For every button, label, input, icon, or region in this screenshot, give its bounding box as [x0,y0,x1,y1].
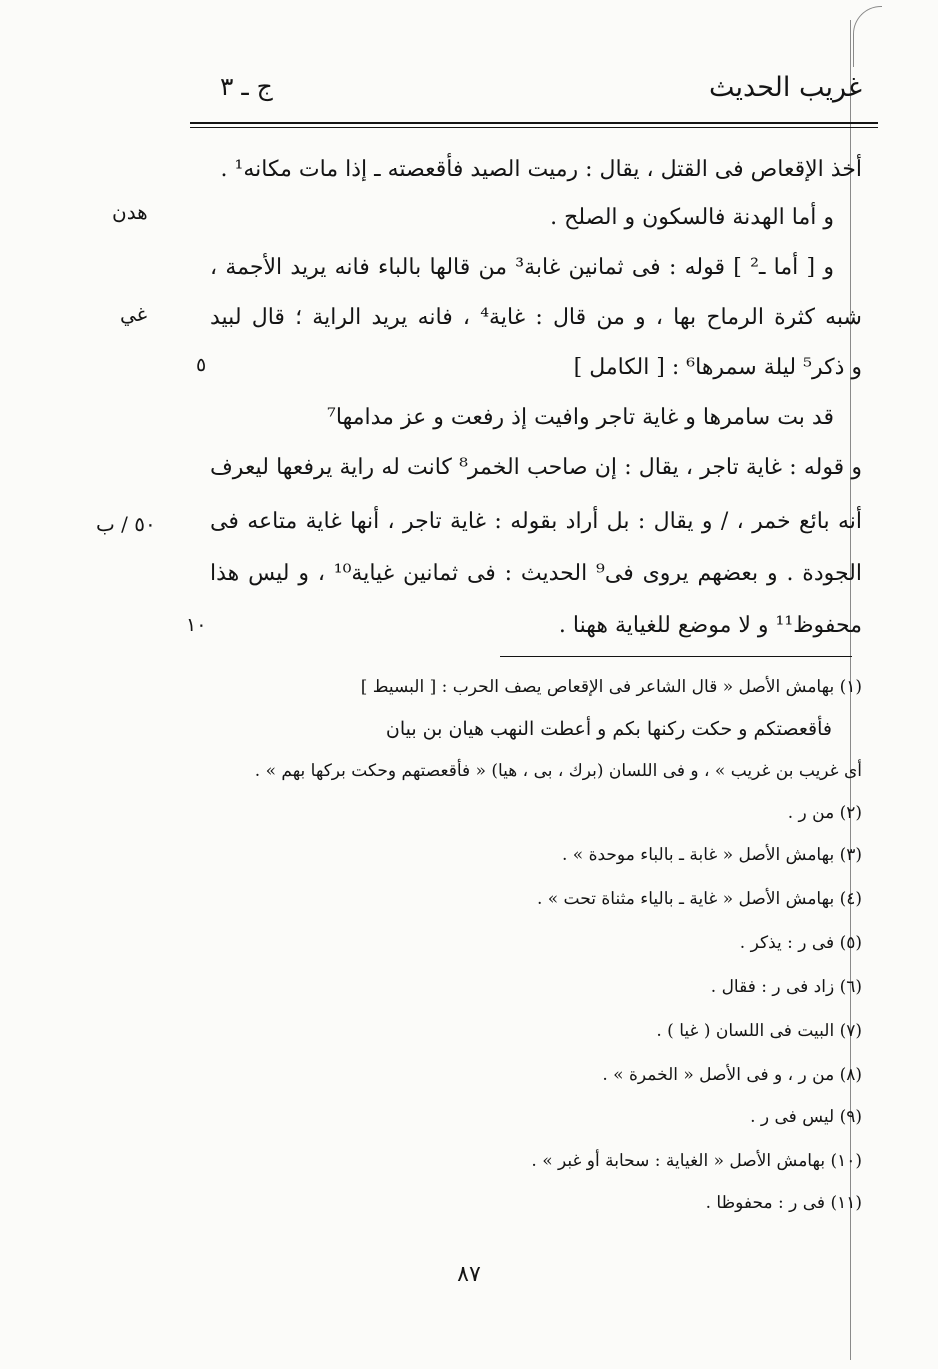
footnote-separator [500,656,852,657]
line-number-10: ١٠ [186,614,207,636]
running-header [200,72,862,116]
text-line: و قوله : غاية تاجر ، يقال : إن صاحب الخمر⁸ كانت له راية يرفعها ليعرف [210,455,863,480]
footnote: أى غريب بن غريب » ، و فى اللسان (برك ، بى ، هيا) « فأقعصتهم وحكت بركها بهم » . [254,761,862,781]
header-rule [190,122,878,124]
footnote: (١) بهامش الأصل « قال الشاعر فى الإقعاص يصف الحرب : [ البسيط ] [360,677,862,697]
margin-note-hadn: هدن [112,200,148,224]
volume-label: ج ـ ٣ [220,72,273,101]
margin-folio-reference: ٥٠ / ب [96,512,156,536]
book-title: غريب الحديث [709,72,862,103]
footnote: (٥) فى ر : يذكر . [739,933,862,953]
margin-note-ghy: غي [120,302,148,326]
text-line: أنه بائع خمر ، / و يقال : بل أراد بقوله : غاية تاجر ، أنها غاية متاعه فى [210,509,862,534]
footnote: (٩) ليس فى ر . [750,1107,862,1127]
page-corner-curve [853,6,882,67]
text-line: و [ أما ـ² ] قوله : فى ثمانين غابة³ من قالها بالباء فانه يريد الأجمة ، [210,255,834,280]
page-number: ٨٧ [457,1262,481,1287]
verse-line: قد بت سامرها و غاية تاجر وافيت إذ رفعت و عز مدامها⁷ [327,405,834,430]
text-line: الجودة . و بعضهم يروى فى⁹ الحديث : فى ثمانين غياية¹⁰ ، و ليس هذا [210,561,862,586]
footnote: (٢) من ر . [787,803,862,823]
text-line: و أما الهدنة فالسكون و الصلح . [550,205,834,230]
footnote-verse: فأقعصتكم و حكت ركنها بكم و أعطت النهب هيان بن بيان [385,718,832,740]
header-rule-thin [190,127,878,128]
footnote: (٣) بهامش الأصل « غابة ـ بالباء موحدة » . [561,845,862,865]
footnote: (٧) البيت فى اللسان ( غيا ) . [656,1021,862,1041]
footnote: (١١) فى ر : محفوظا . [705,1193,862,1213]
footnote: (٨) من ر ، و فى الأصل « الخمرة » . [602,1065,862,1085]
line-number-5: ٥ [196,354,207,376]
text-line: محفوظ¹¹ و لا موضع للغياية ههنا . [558,613,862,638]
text-line: أخذ الإقعاص فى القتل ، يقال : رميت الصيد فأقعصته ـ إذا مات مكانه¹ . [220,157,862,182]
text-line: و ذكر⁵ ليلة سمرها⁶ : [ الكامل ] [573,355,862,380]
footnote: (٤) بهامش الأصل « غاية ـ بالياء مثناة تحت » . [536,889,862,909]
footnote: (٦) زاد فى ر : فقال . [710,977,862,997]
text-line: شبه كثرة الرماح بها ، و من قال : غاية⁴ ، فانه يريد الراية ؛ قال لبيد [210,305,862,330]
footnote: (١٠) بهامش الأصل « الغياية : سحابة أو غبر » . [531,1151,862,1171]
